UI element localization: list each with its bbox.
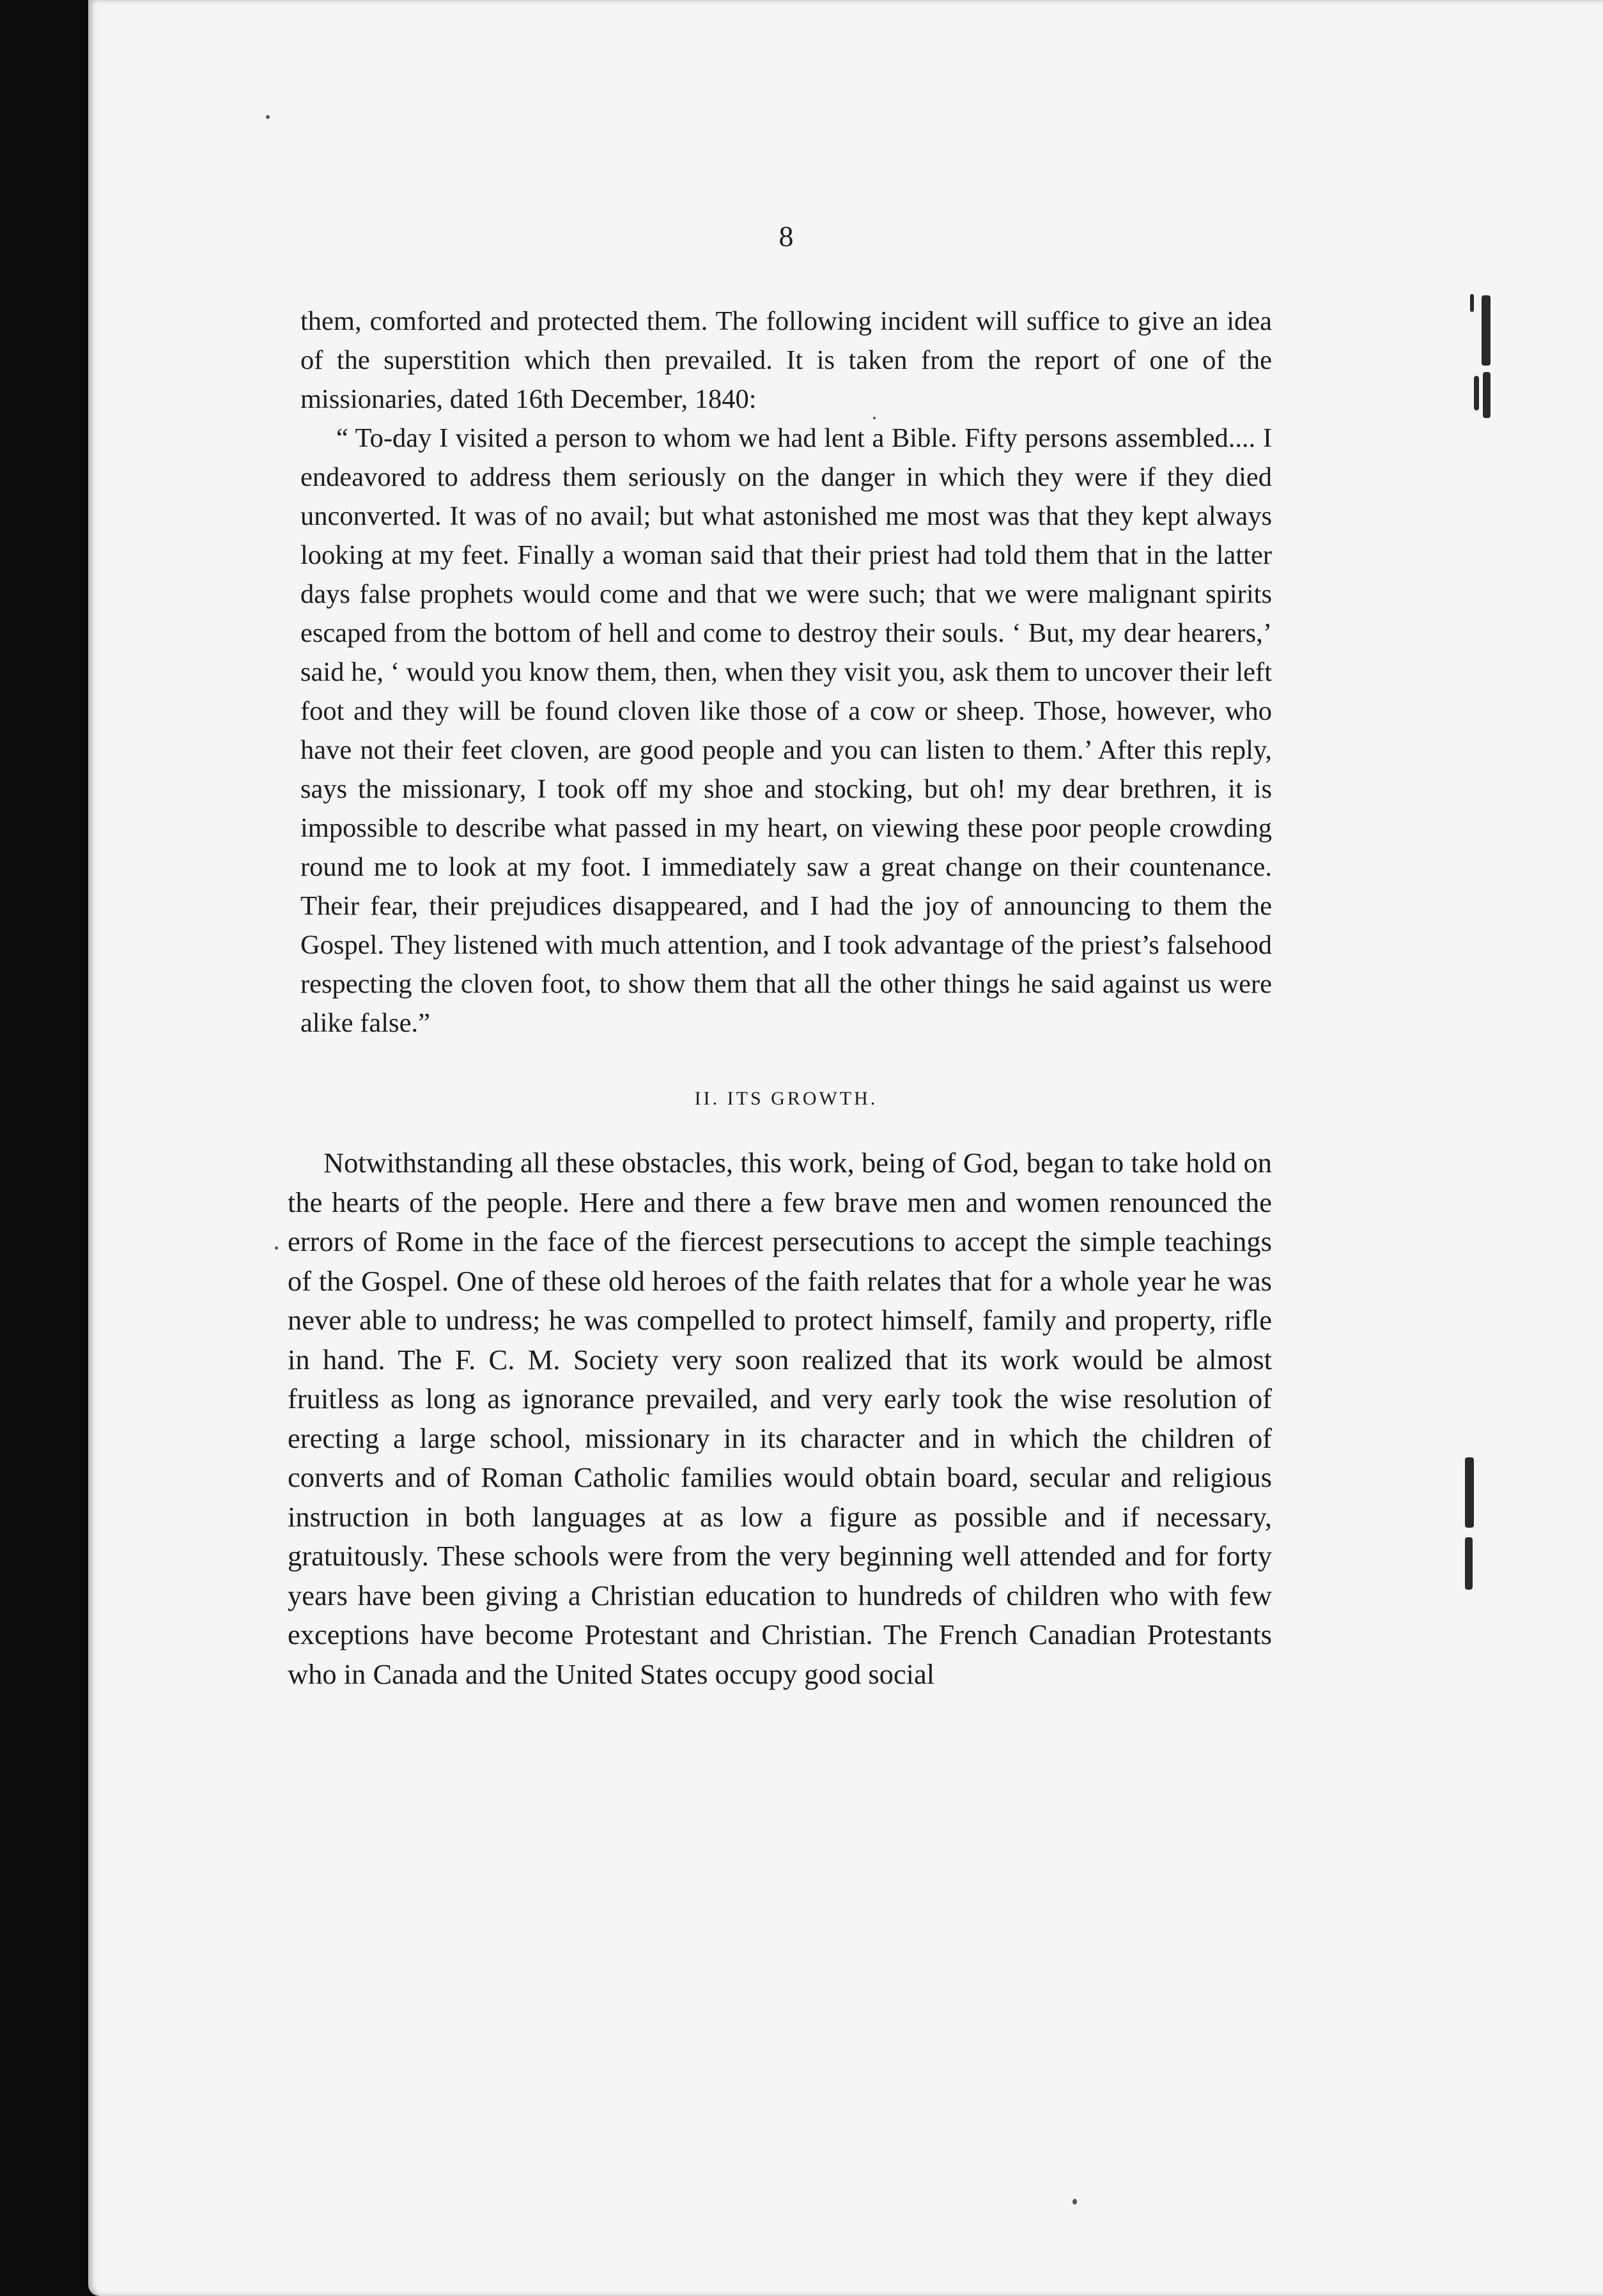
dust-speck [275, 1246, 278, 1250]
growth-paragraph: Notwithstanding all these obstacles, this work, being of God, began to take hold on the hearts of the people. Here and there a few brave men and women renounced the errors of Rome in the face of the fiercest persecutions to accept the simple teachings of the Gospel. One of these old heroes of the faith relates that for a whole year he was never able to undress; he was compelled to protect himself, family and property, rifle in hand. The F. C. M. Society very soon realized that its work would be almost fruitless as long as ignorance prevailed, and very early took the wise resolution of erecting a large school, missionary in its character and in which the children of converts and of Roman Catholic families would obtain board, secular and religious instruction in both languages at as low a figure as possible and if necessary, gratuitously. These schools were from the very beginning well attended and for forty years have been giving a Christian education to hundreds of children who with few exceptions have become Protestant and Christian. The French Canadian Protestants who in Canada and the United States occupy good social [288, 1147, 1272, 1690]
bleed-through-mark [1465, 1537, 1473, 1590]
bleed-through-mark [1474, 376, 1479, 410]
section-heading: II. ITS GROWTH. [694, 1088, 878, 1109]
bleed-through-mark [1482, 295, 1491, 366]
continued-paragraph: them, comforted and protected them. The following incident will suffice to give an idea of the superstition which then prevailed. It is taken from the report of one of the missionaries, dated 16th December, 1840: [300, 306, 1272, 414]
page-number: 8 [778, 220, 794, 252]
page-text [288, 217, 1272, 1694]
bleed-through-mark [1483, 372, 1491, 418]
bleed-through-mark [1470, 294, 1474, 312]
missionary-quotation: “ To-day I visited a person to whom we had lent a Bible. Fifty persons assembled.... I endeavored to address them seriously on the danger in which they were if they died unconverted. It was of no avail; but what astonished me most was that they kept always looking at my feet. Finally a woman said that their priest had told them that in the latter days false prophets would come and that we were such; that we were malignant spirits escaped from the bottom of hell and come to destroy their souls. ‘ But, my dear hearers,’ said he, ‘ would you know them, then, when they visit you, ask them to uncover their left foot and they will be found cloven like those of a cow or sheep. Those, however, who have not their feet cloven, are good people and you can listen to them.’ After this reply, says the missionary, I took off my shoe and stocking, but oh! my dear brethren, it is impossible to describe what passed in my heart, on viewing these poor people crowding round me to look at my foot. I immediately saw a great change on their countenance. Their fear, their prejudices disappeared, and I had the joy of announcing to them the Gospel. They listened with much attention, and I took advantage of the priest’s falsehood respecting the cloven foot, to show them that all the other things he said against us were alike false.” [300, 423, 1272, 1038]
dust-speck [1073, 2199, 1077, 2205]
bleed-through-mark [1465, 1457, 1474, 1528]
dust-speck [266, 115, 270, 119]
